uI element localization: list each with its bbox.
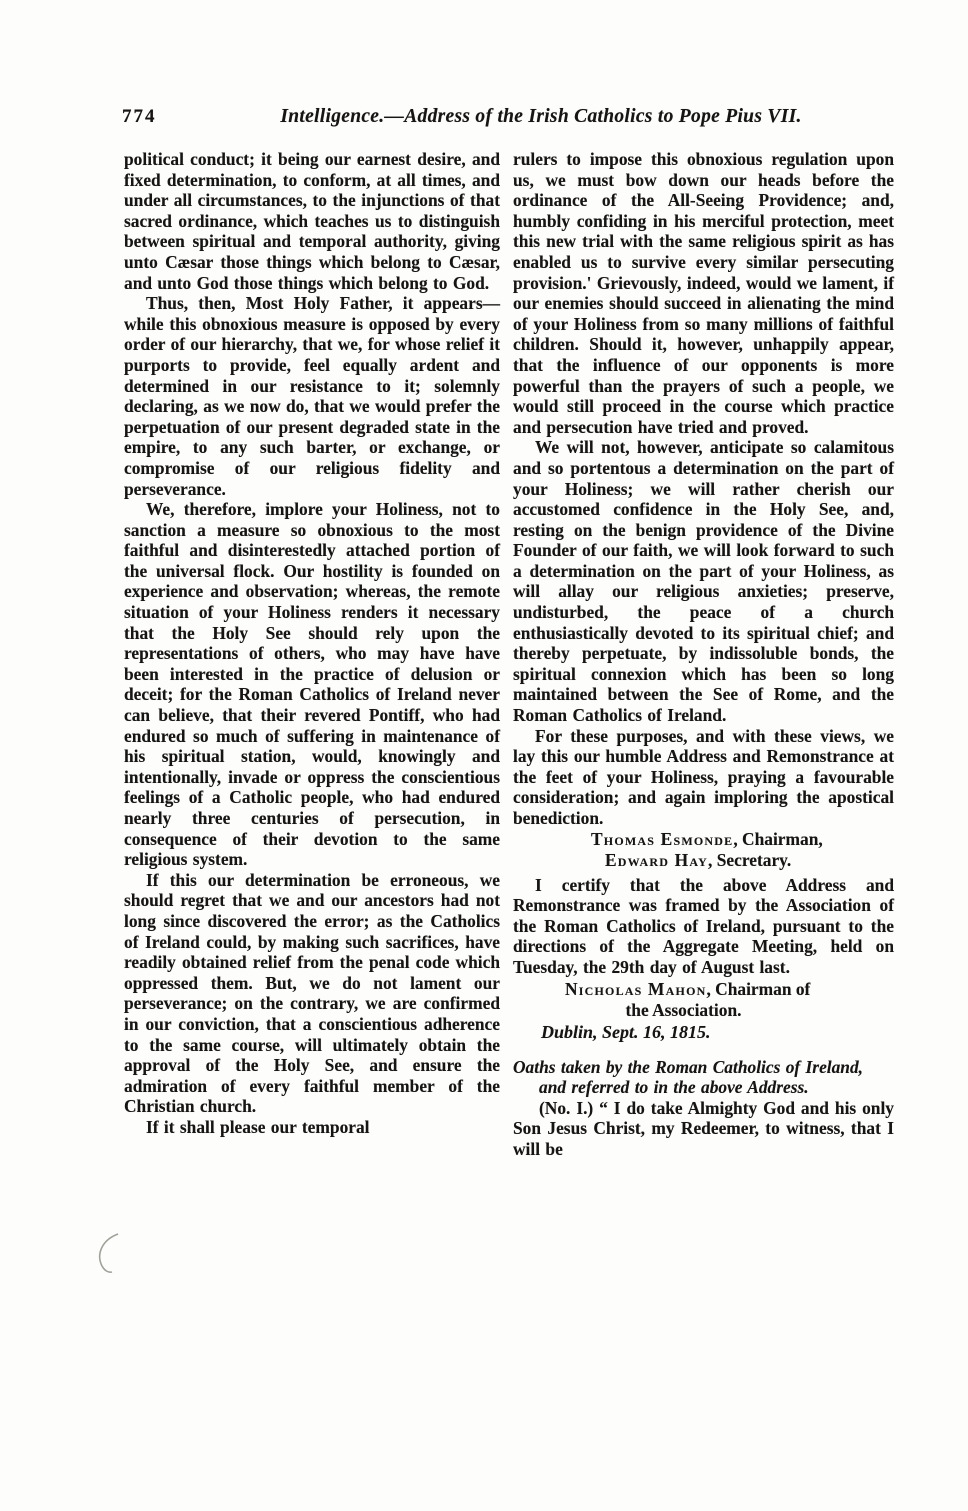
paragraph-thus-then: Thus, then, Most Holy Father, it appears—while this obnoxious measure is opposed by every order of our hierarchy, that we, for whose relief it purports to provide, feel equally ardent and determined in our resistance to it; solemnly declaring, as we now do, that we would prefer the perpetuation of our present degraded state in the empire, to any such barter, or exchange, or compromise of our religious fidelity and perseverance.	[124, 293, 500, 499]
running-title: Intelligence.—Address of the Irish Catholics to Pope Pius VII.	[280, 106, 802, 127]
paragraph-political-conduct: political conduct; it being our earnest desire, and fixed determination, to conform, at all times, and under all circumstances, to the injunctions of that sacred ordinance, which teaches us to distinguish between spiritual and temporal authority, giving unto Cæsar those things which belong to Cæsar, and unto God those things which belong to God.	[124, 149, 500, 293]
signature-secretary-name: Edward Hay	[605, 849, 709, 870]
paragraph-certification: I certify that the above Address and Remonstrance was framed by the Association of the Roman Catholics of Ireland, pursuant to the directions of the Aggregate Meeting, held on Tuesday, the 29th day of August last.	[513, 874, 894, 977]
signature-chairman	[513, 829, 894, 850]
signature-association-line2: the Association.	[625, 999, 742, 1020]
paragraph-if-it-shall-please: If it shall please our temporal	[146, 1116, 370, 1137]
paragraph-for-these-purposes: For these purposes, and with these views, we lay this our humble Address and Remonstrance at the feet of your Holiness, praying a favourable consideration; and again imploring the apostical benediction.	[513, 725, 894, 828]
signature-chairman-name: Thomas Esmonde	[591, 828, 734, 849]
signature-chairman-role: , Chairman,	[733, 828, 823, 849]
dateline: Dublin, Sept. 16, 1815.	[541, 1021, 711, 1042]
signature-secretary-role: , Secretary.	[708, 849, 792, 870]
handwritten-margin-mark	[94, 1232, 122, 1276]
signature-mahon-role: , Chairman of	[706, 978, 811, 999]
running-head	[122, 106, 894, 128]
signature-secretary	[513, 850, 894, 871]
paragraph-if-this-determination: If this our determination be erroneous, we should regret that we and our ancestors had not long since discovered the error; as the Catholics of Ireland could, by making such sacrifices, have readily obtained relief from the penal code which oppressed them. But, we do not lament our perseverance; on the contrary, we are confirmed in our conviction, that a conscientious adherence to the same course, will ultimately obtain the approval of the Holy See, and ensure the admiration of every faithful member of the Christian church.	[124, 869, 500, 1117]
signature-association-chairman	[513, 979, 894, 1000]
two-column-body	[124, 149, 894, 1160]
left-column	[124, 149, 500, 1160]
paragraph-we-will-not-anticipate: We will not, however, anticipate so calamitous and so portentous a determination on the part of your Holiness; we will rather cherish our accustomed confidence in the Holy See, and, resting on the benign providence of the Divine Founder of our faith, we will look forward to such a determination on the part of your Holiness, as will allay our religious anxieties; preserve, undisturbed, the peace of a church enthusiastically devoted to its spiritual chief; and thereby perpetuate, by indissoluble bonds, the spiritual connexion which has been so long maintained between the See of Rome, and the Roman Catholics of Ireland.	[513, 437, 894, 726]
page-number: 774	[122, 106, 157, 127]
paragraph-oath-no1: (No. I.) “ I do take Almighty God and his only Son Jesus Christ, my Redeemer, to witness, that I will be	[513, 1097, 894, 1159]
right-column	[513, 149, 894, 1160]
oaths-heading: Oaths taken by the Roman Catholics of Ireland, and referred to in the above Address.	[513, 1056, 864, 1098]
signature-mahon-name: Nicholas Mahon	[565, 978, 707, 999]
paragraph-we-therefore-implore: We, therefore, implore your Holiness, not to sanction a measure so obnoxious to the most faithful and disinterestedly attached portion of the universal flock. Our hostility is founded on experience and observation; whereas, the remote situation of your Holiness renders it necessary that the Holy See should rely upon the representations of others, who may have have been interested in the practice of delusion or deceit; for the Roman Catholics of Ireland never can believe, that their revered Pontiff, who had endured so much of suffering in maintenance of his spiritual station, would, knowingly and intentionally, invade or oppress the conscientious feelings of a Catholic people, who had endured nearly three centuries of persecution, in consequence of their devotion to the same religious system.	[124, 499, 500, 870]
paragraph-rulers-to-impose: rulers to impose this obnoxious regulation upon us, we must bow down our heads before the ordinance of the All-Seeing Providence; and, humbly confiding in his merciful protection, meet this new trial with the same religious spirit as has enabled us to survive every similar persecuting provision.' Grievously, indeed, would we lament, if our enemies should succeed in alienating the mind of your Holiness from so many millions of faithful children. Should it, however, unhappily appear, that the influence of our opponents is more powerful than the prayers of such a people, we would still proceed in the course which practice and persecution have tried and proved.	[513, 149, 894, 437]
